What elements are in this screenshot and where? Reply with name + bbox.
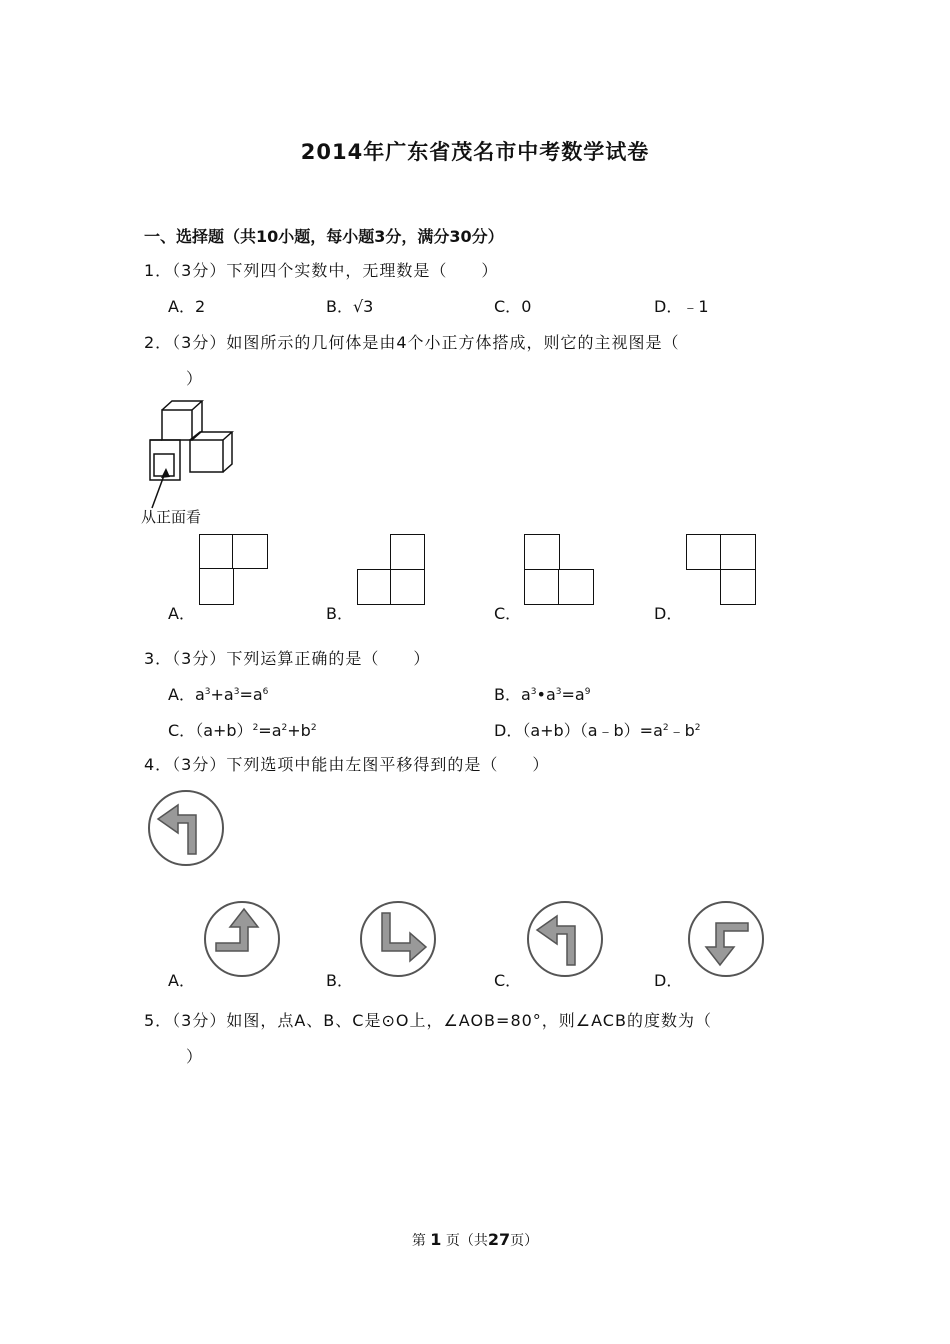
- q4-option-b-label: B．: [326, 971, 353, 990]
- paper-title: 2014年广东省茂名市中考数学试卷: [300, 140, 650, 164]
- question-5-stem-end: ）: [186, 1047, 204, 1066]
- q3-option-c: C．$(a+b)^2=a^2+b^2$: [168, 721, 317, 740]
- reference-turn-left-sign-icon: [146, 788, 226, 868]
- q2-option-d-label: D．: [654, 604, 683, 623]
- figure-caption: 从正面看: [141, 508, 202, 526]
- page-footer: 第 1 页（共27页）: [411, 1230, 539, 1249]
- question-2-stem: 2．（3分）如图所示的几何体是由4个小正方体搭成，则它的主视图是（: [144, 333, 680, 352]
- question-3-stem: 3．（3分）下列运算正确的是（ ）: [144, 649, 431, 668]
- question-2-stem-end: ）: [186, 369, 204, 388]
- q2-option-a-label: A．: [168, 604, 195, 623]
- q3-option-a: A．$a^3+a^3=a^6$: [168, 685, 269, 704]
- question-4-stem: 4．（3分）下列选项中能由左图平移得到的是（ ）: [144, 755, 550, 774]
- section-header: 一、选择题（共10小题，每小题3分，满分30分）: [144, 227, 504, 246]
- q2-option-c-label: C．: [494, 604, 522, 623]
- q4-option-b-sign-icon: [358, 899, 438, 979]
- q4-option-c-label: C．: [494, 971, 522, 990]
- q2-option-b-label: B．: [326, 604, 353, 623]
- q1-option-d: D．﹣1: [654, 297, 709, 316]
- q3-option-d: D．$(a+b)(a﹣b)=a^2﹣b^2$: [494, 721, 701, 740]
- question-1-stem: 1．（3分）下列四个实数中，无理数是（ ）: [144, 261, 499, 280]
- q1-option-a: A．2: [168, 297, 206, 316]
- current-page-number: 1: [430, 1230, 442, 1249]
- q4-option-d-label: D．: [654, 971, 683, 990]
- q3-option-b: B．$a^3•a^3=a^9$: [494, 685, 591, 704]
- q4-option-d-sign-icon: [686, 899, 766, 979]
- q1-option-b: B．√3: [326, 297, 374, 316]
- cube-stack-figure: [140, 398, 240, 488]
- question-5-stem: 5．（3分）如图，点A、B、C是⊙O上，∠AOB=80°，则∠ACB的度数为（: [144, 1011, 712, 1030]
- q4-option-c-sign-icon: [525, 899, 605, 979]
- total-page-count: 27: [487, 1230, 511, 1249]
- q4-option-a-label: A．: [168, 971, 195, 990]
- q1-option-c: C．0: [494, 297, 532, 316]
- q4-option-a-sign-icon: [202, 899, 282, 979]
